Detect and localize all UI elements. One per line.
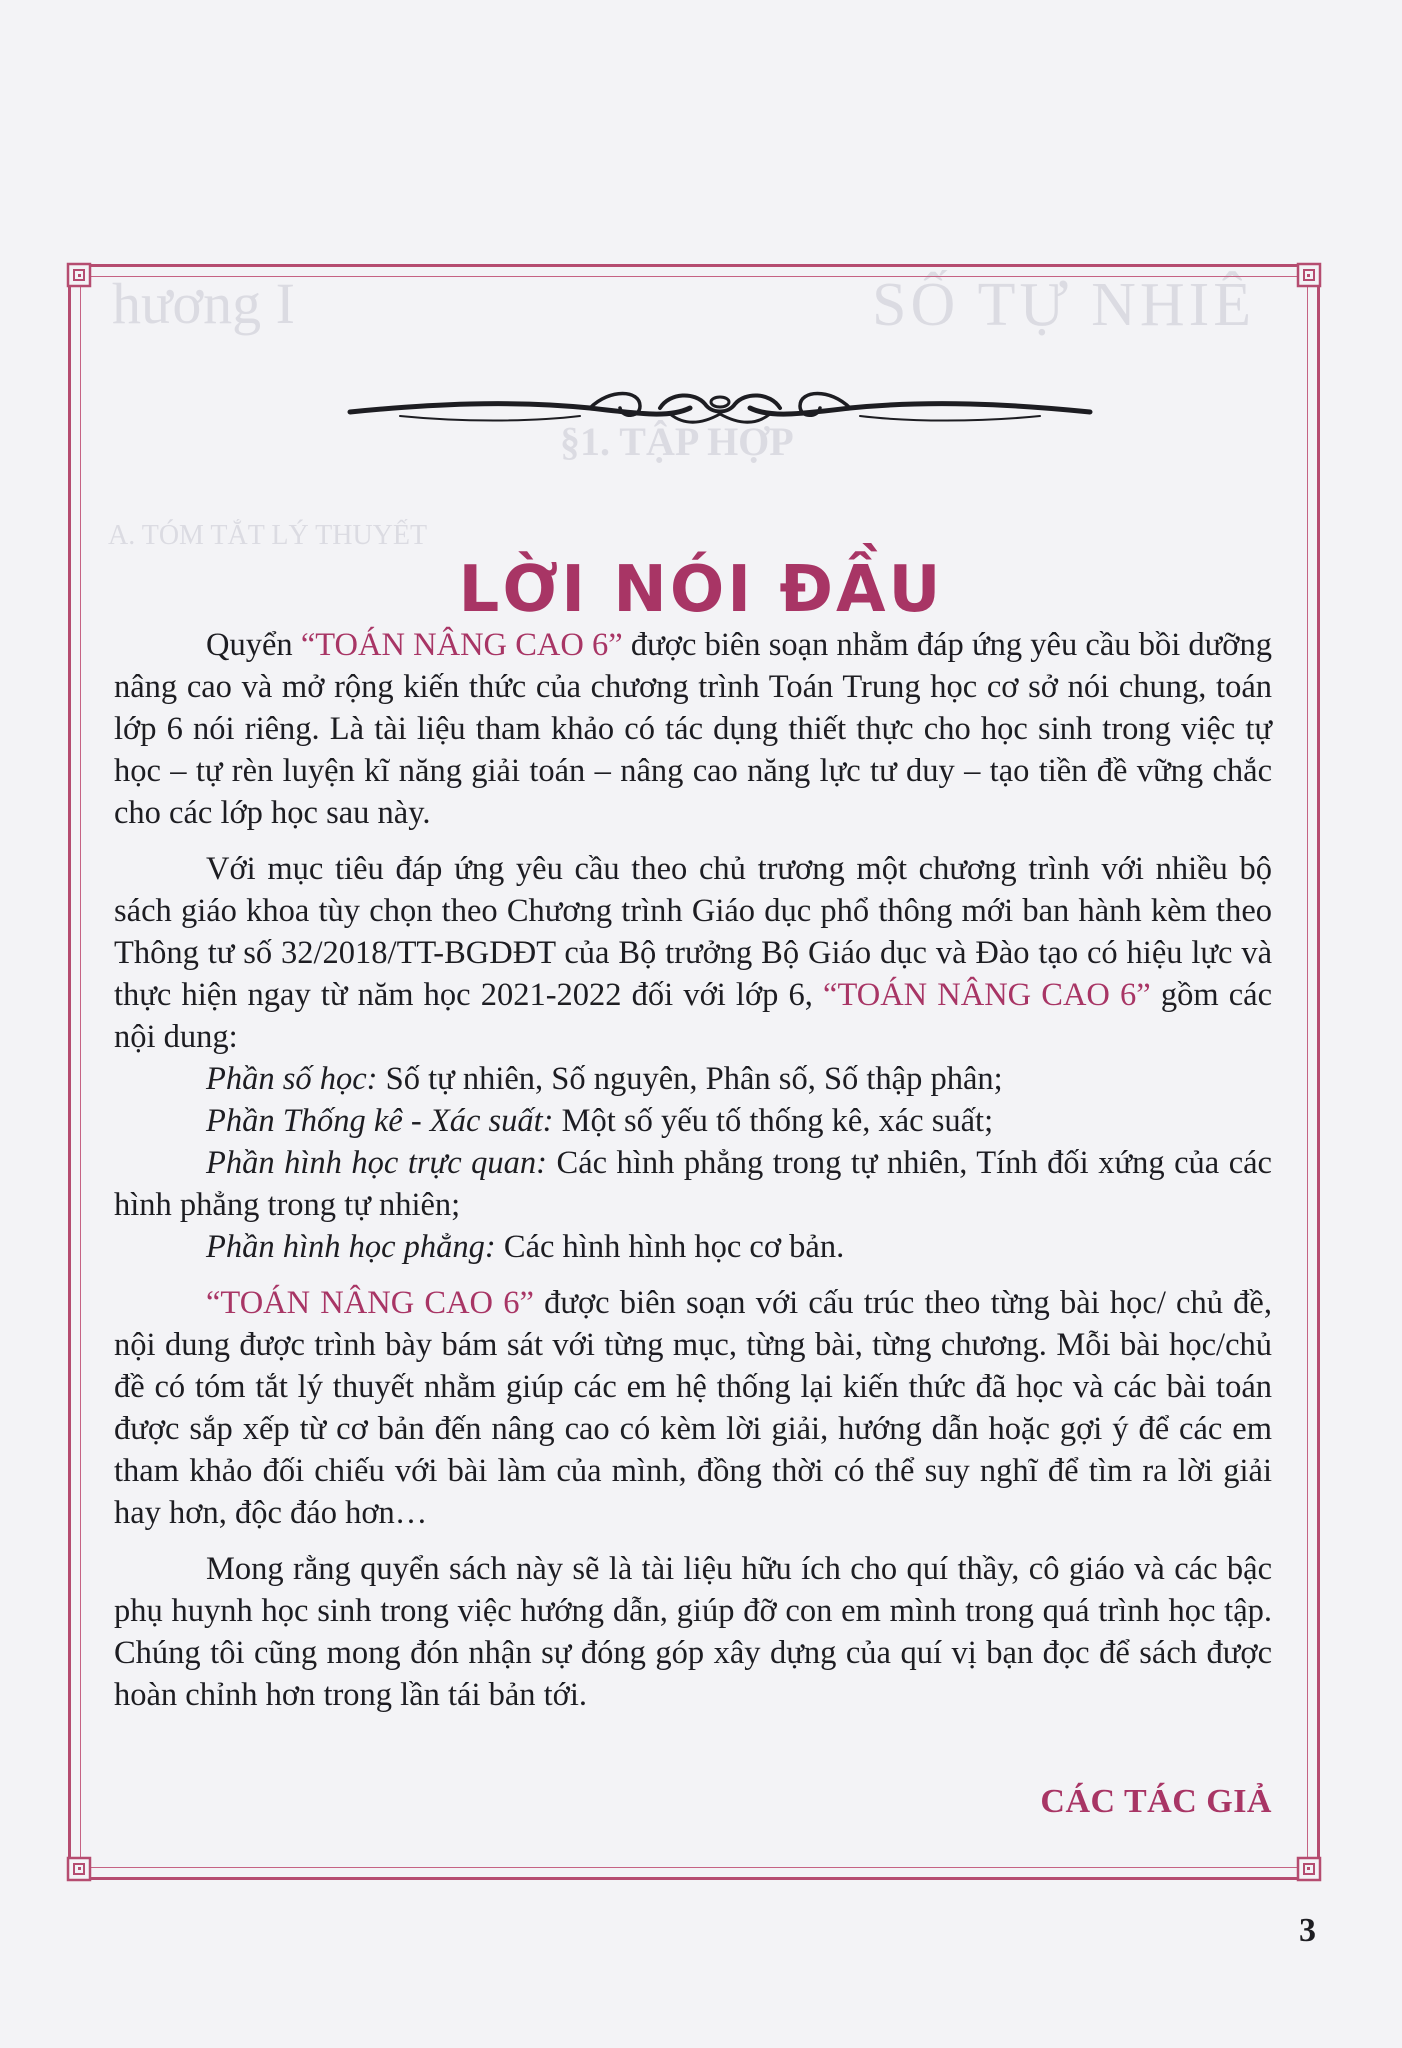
- flourish-ornament-icon: [340, 378, 1100, 438]
- book-title-highlight: “TOÁN NÂNG CAO 6”: [300, 627, 623, 663]
- text-span: được biên soạn với cấu trúc theo từng bài học/ chủ đề, nội dung được trình bày bám sát với từng mục, từng bài, từng chương. Mỗi bài học/chủ đề có tóm tắt lý thuyết nhằm giúp các em hệ thống lại kiến thức đã học và các bài toán được sắp xếp từ cơ bản đến nâng cao có kèm lời giải, hướng dẫn hoặc gợi ý để các em tham khảo đối chiếu với bài làm của mình, đồng thời có thể suy nghĩ để tìm ra lời giải hay hơn, độc đáo hơn…: [114, 1285, 1272, 1531]
- authors-signature: CÁC TÁC GIẢ: [1040, 1783, 1272, 1820]
- page-number: 3: [1299, 1912, 1316, 1949]
- bleed-through-text: SỐ TỰ NHIÊ: [872, 271, 1256, 339]
- content-item-visual-geometry: [114, 1142, 1272, 1226]
- content-item-statistics: [114, 1100, 1272, 1142]
- preface-body: [114, 624, 1272, 1716]
- text-span: được biên soạn nhằm đáp ứng yêu cầu bồi dưỡng nâng cao và mở rộng kiến thức của chương trình Toán Trung học cơ sở nói chung, toán lớp 6 nói riêng. Là tài liệu tham khảo có tác dụng thiết thực cho học sinh trong việc tự học – tự rèn luyện kĩ năng giải toán – nâng cao năng lực tư duy – tạo tiền đề vững chắc cho các lớp học sau này.: [114, 627, 1272, 831]
- content-text: Các hình phẳng trong tự nhiên, Tính đối xứng của các hình phẳng trong tự nhiên;: [114, 1145, 1272, 1223]
- bleed-through-text: §1. TẬP HỢP: [560, 419, 794, 464]
- bleed-through-text: A. TÓM TẮT LÝ THUYẾT: [108, 520, 428, 551]
- content-item-plane-geometry: [114, 1226, 1272, 1268]
- paragraph-closing: Mong rằng quyển sách này sẽ là tài liệu hữu ích cho quí thầy, cô giáo và các bậc phụ huynh học sinh trong việc hướng dẫn, giúp đỡ con em mình trong quá trình học tập. Chúng tôi cũng mong đón nhận sự đóng góp xây dựng của quí vị bạn đọc để sách được hoàn chỉnh hơn trong lần tái bản tới.: [114, 1551, 1272, 1713]
- text-span: Quyển: [206, 627, 301, 663]
- paragraph-structure: [114, 1282, 1272, 1534]
- text-span: Với mục tiêu đáp ứng yêu cầu theo chủ trương một chương trình với nhiều bộ sách giáo khoa tùy chọn theo Chương trình Giáo dục phổ thông mới ban hành kèm theo Thông tư số 32/2018/TT-BGDĐT của Bộ trưởng Bộ Giáo dục và Đào tạo có hiệu lực và thực hiện ngay từ năm học 2021-2022 đối với lớp 6,: [114, 851, 1272, 1013]
- content-label: Phần hình học trực quan:: [206, 1145, 547, 1181]
- content-text: Các hình hình học cơ bản.: [495, 1229, 845, 1265]
- book-title-highlight: “TOÁN NÂNG CAO 6”: [823, 977, 1151, 1013]
- frame-corner-ornament-icon: [1286, 1846, 1326, 1886]
- book-title-highlight: “TOÁN NÂNG CAO 6”: [206, 1285, 534, 1321]
- content-text: Số tự nhiên, Số nguyên, Phân số, Số thập phân;: [377, 1061, 1003, 1097]
- frame-corner-ornament-icon: [62, 1846, 102, 1886]
- page-title: LỜI NÓI ĐẦU: [458, 552, 944, 627]
- paragraph-goals: [114, 848, 1272, 1058]
- bleed-through-text: hương I: [112, 271, 295, 336]
- paragraph-intro: [114, 624, 1272, 834]
- content-label: Phần số học:: [206, 1061, 378, 1097]
- text-span: gồm các nội dung:: [114, 977, 1272, 1055]
- frame-corner-ornament-icon: [1286, 258, 1326, 298]
- content-item-arithmetic: [114, 1058, 1272, 1100]
- content-text: Một số yếu tố thống kê, xác suất;: [553, 1103, 994, 1139]
- content-label: Phần hình học phẳng:: [206, 1229, 496, 1265]
- content-label: Phần Thống kê - Xác suất:: [206, 1103, 554, 1139]
- frame-corner-ornament-icon: [62, 258, 102, 298]
